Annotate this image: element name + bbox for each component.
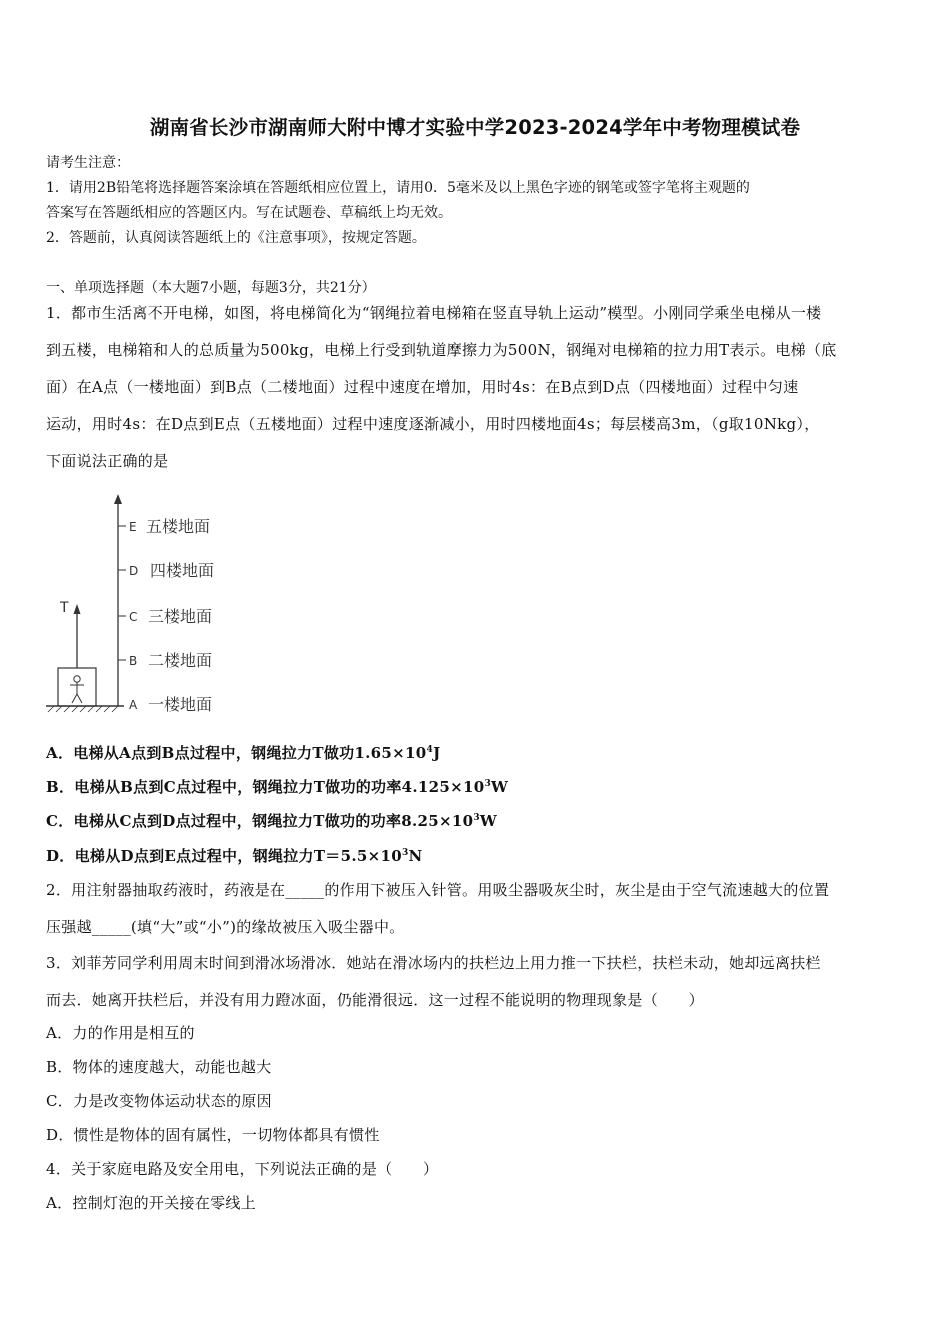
- q1-stem-line-2: 到五楼，电梯箱和人的总质量为500kg，电梯上行受到轨道摩擦力为500N，钢绳对电梯箱的拉力用T表示。电梯（底: [46, 341, 837, 359]
- floor-B-label: 二楼地面: [148, 651, 213, 670]
- floor-A: [129, 695, 212, 714]
- q2-line-1: 2．用注射器抽取药液时，药液是在_____的作用下被压入针管。用吸尘器吸灰尘时，灰尘是由于空气流速越大的位置: [46, 881, 830, 899]
- floor-B-letter: B: [129, 654, 138, 668]
- notice-item-2: 2．答题前，认真阅读答题纸上的《注意事项》，按规定答题。: [46, 230, 426, 246]
- q1-option-d: D．电梯从D点到E点过程中，钢绳拉力$T=5.5\times 10^3N$: [46, 847, 423, 865]
- document-title: 湖南省长沙市湖南师大附中博才实验中学2023-2024学年中考物理模试卷: [149, 116, 801, 139]
- floor-A-letter: A: [129, 698, 138, 712]
- q3-line-2: 而去．她离开扶栏后，并没有用力蹬冰面，仍能滑很远．这一过程不能说明的物理现象是（ ）: [46, 991, 704, 1009]
- elevator-diagram: [40, 488, 240, 720]
- floor-E-letter: E: [129, 520, 137, 534]
- floor-C-letter: C: [129, 610, 138, 624]
- tension-arrowhead: [74, 604, 81, 614]
- floor-D: [118, 561, 214, 580]
- q3-option-a: A．力的作用是相互的: [46, 1024, 195, 1042]
- q2-line-2: 压强越_____(填“大”或“小”)的缘故被压入吸尘器中。: [46, 918, 405, 936]
- floor-E: [118, 517, 210, 536]
- q1-option-a: A．电梯从A点到B点过程中，钢绳拉力T做功$1.65\times 10^4J$: [46, 744, 441, 762]
- floor-A-label: 一楼地面: [148, 695, 213, 714]
- q3-option-c: C．力是改变物体运动状态的原因: [46, 1092, 272, 1110]
- floor-E-label: 五楼地面: [146, 517, 211, 536]
- section-heading: 一、单项选择题（本大题7小题，每题3分，共21分）: [46, 280, 376, 296]
- q3-option-b: B．物体的速度越大，动能也越大: [46, 1058, 272, 1076]
- floor-D-letter: D: [129, 564, 139, 578]
- floor-B: [118, 651, 212, 670]
- person-icon: [70, 676, 84, 703]
- q3-option-d: D．惯性是物体的固有属性，一切物体都具有惯性: [46, 1126, 380, 1144]
- q1-option-c: C．电梯从C点到D点过程中，钢绳拉力T做功的功率$8.25\times 10^3W$: [46, 812, 498, 830]
- tension-label: T: [60, 600, 69, 616]
- q1-stem-line-5: 下面说法正确的是: [46, 452, 169, 470]
- floor-C-label: 三楼地面: [148, 607, 213, 626]
- shaft-arrowhead: [114, 494, 122, 504]
- q1-stem-line-1: 1．都市生活离不开电梯，如图，将电梯简化为“钢绳拉着电梯箱在竖直导轨上运动”模型。小刚同学乘坐电梯从一楼: [46, 304, 822, 322]
- floor-D-label: 四楼地面: [150, 561, 215, 580]
- notice-item-1-line-2: 答案写在答题纸相应的答题区内。写在试题卷、草稿纸上均无效。: [46, 205, 452, 221]
- floor-C: [118, 607, 212, 626]
- q1-stem-line-4: 运动，用时4s：在D点到E点（五楼地面）过程中速度逐渐减小，用时四楼地面4s；每层楼高3m，（g取10Nkg），: [46, 415, 820, 433]
- q1-option-b: B．电梯从B点到C点过程中，钢绳拉力T做功的功率$4.125\times 10^3W$: [46, 778, 509, 796]
- notice-item-1-line-1: 1．请用2B铅笔将选择题答案涂填在答题纸相应位置上，请用0．5毫米及以上黑色字迹的钢笔或签字笔将主观题的: [46, 180, 750, 196]
- q4-stem: 4．关于家庭电路及安全用电，下列说法正确的是（ ）: [46, 1160, 439, 1178]
- notice-heading: 请考生注意：: [46, 155, 130, 171]
- ground-hatch: [46, 706, 124, 712]
- q4-option-a: A．控制灯泡的开关接在零线上: [46, 1194, 257, 1212]
- q1-stem-line-3: 面）在A点（一楼地面）到B点（二楼地面）过程中速度在增加，用时4s：在B点到D点（四楼地面）过程中匀速: [46, 378, 799, 396]
- q3-line-1: 3．刘菲芳同学利用周末时间到滑冰场滑冰．她站在滑冰场内的扶栏边上用力推一下扶栏，扶栏未动，她却远离扶栏: [46, 954, 821, 972]
